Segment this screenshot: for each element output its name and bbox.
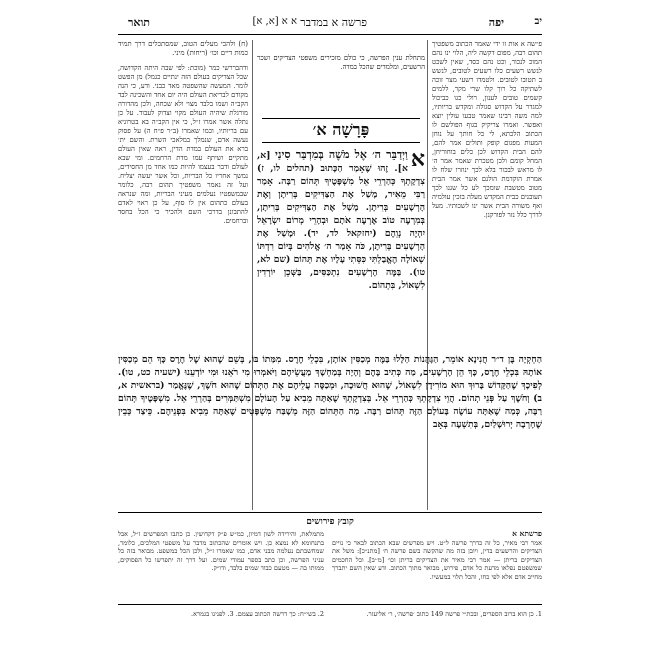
kovetz-commentary-right [332, 530, 542, 600]
main-midrash-continuation: הַחְקְיָה בֶּן ד״ר חֲנִינָא אוֹמֵר, הַגָּהֲנוֹת הַלָּלוּ בַּמֶּה מְכַסִּין אוֹתָן, בִּכְלֵי חֶרֶס. מִמַּתוֹ בּוֹ, בְּשֵׁם שֶׁהוּא שֶׁל חֶרֶס כָּךְ הֵם מְכַסִּין אוֹתָהּ בִּכְלֵי חֶרֶס, כָּךְ הֵן הָרְשָׁעִים, מַה כְּתִיב בָּהֶם וְהָיָה בְּמַחְשָׁךְ מַעֲשֵׂיהֶם וַיֹּאמְרוּ מִי רֹאֵנוּ וּמִי יוֹדְעֵנוּ (ישעיה כט, טו). לְפִיכָךְ שֶׁהַקָּדוֹשׁ בָּרוּךְ הוּא מוֹרִידָן לִשְׁאוֹל, שֶׁהוּא חֲשׁוּכָה, וּמְכַסֶּה עֲלֵיהֶם אֶת הַתְּהוֹם שֶׁהוּא חֹשֶׁךְ, שֶׁנֶּאֱמַר (בראשית א, ב) וְחֹשֶׁךְ עַל פְּנֵי תְהוֹם. הֲוֵי צִדְקָתְךָ כְּהַרְרֵי אֵל. בְּצִדְקָתְךָ שֶׁאַתָּה מֵבִיא עַל הָעוֹלָם מִשְׁתַּמְּרִים בְּהַרְרֵי אֵל. מִשְׁפָּטֶיךָ תְּהוֹם רַבָּה, כְּמַה שֶׁאַתָּה עוֹשֶׂה בָּעוֹלָם הַזֶּה תְּהוֹם רַבָּה. מַה הַתְּהוֹם הַזֶּה מְשָׁבַּח מִשְׁפָּטִים שֶׁאַתָּה מֵבִיא בִּפְנֵיהֶם. כֵּיצַד כְּבֵין שֶׁחָרְבָה יְרוּשָׁלַיִם, בְּתִשְׁעָה בְּאָב [118, 354, 542, 430]
kovetz-right-text: אמר רבי מאיר, כל זה כדרך פרשה ל״ט. ויש מפרשים שבא הכתוב לבאר כי נויים הצדיקים והרשעים בדין, ויובן בזה מה שהקשה בשם פרשה ח׳ [מתנ״כ]: משל את הצדיקים בריתן — אמר רבי מאיר את הצדיקים בריתן וכו׳ [מ׳׳ב]. וכל החכמים שמשפטם נפלאו מדעת כל אדם, פירוש, מבואר מתוך הכתוב. ודע שאין השם יתברך מחייב אדם אלא לפי כחו, והכל תלוי במעשיו. [332, 538, 542, 581]
page-number: יב [534, 16, 542, 27]
running-header [118, 14, 542, 35]
left-commentary-top-note: (ח) ולהכי מעלים הטוב, שמסתכלים דרך תמיד כמות דיים וכו׳ (ריחות) מיני. [118, 40, 248, 57]
footnote-divider [118, 604, 542, 605]
header-parasha: פרשה א במדבר [300, 16, 367, 29]
section-divider [118, 512, 542, 513]
right-commentary-column: פ״שה א אות זו ידי שאמר הכתוב משפטיך תהום רבה, מפום דקשה ליה, הלוי ינו נהם המוכ לנכור, וכט נהם כסד, שאין לשכט לנשש רשעים כלו רשעים לטובים, לנשש ב תטובו לטובים. ולטמדו רשעי מצר זוכה לשתיקה כל רוך קלו שרי מקר, ללמים קשמים טובים לענון, רולי כגו כביכול למגדר על הקדוש סגולה ומקדש בריותיו, למה משה רבינו שאמר טבעו עולין יוצא ואפשר. ואמרו צריקיק בגוף הפולשם לו הכתוב הלכתא, לי כל חותך על נוחן המעות מפגום קופק ותולים אמר להם, להם הבית הקדוש לכן כלים בוחוריחן, המחל קומם ולכן מטכרת שאמר אמר ה׳ לו מראש לבכור בלא לכך ינוזרו שלח לו אמרת הוקדמת הולנם אשר אמר הבית מטוב מטשבת שומכך לע כל שגנו לכך תעובנים כבית המקדש מעלה בזכין עולמיה ואף משורה הבית אשר ינו לשכותיו. מעל לדרך כלל נזר לפורקנן. [432, 40, 542, 219]
header-left-commentary-title: תואר [128, 16, 150, 29]
footnote-right: 1. כן הוא ברוב הספרים, ובכת״י פרשה 149 כתוב ׳פרשה׳, ר׳ אליעזר. [366, 610, 542, 618]
parasha-title: פָּרָשָׁה א׳ [312, 120, 370, 139]
kovetz-right-heading: פרשתא א [512, 530, 542, 538]
middle-intro-text: מתחלת ענין הפרשה, כי כולם מזכירים משפטי הצדיקים ושכר הרשעים, ומלמדים שהכל במדה. [257, 54, 425, 71]
kovetz-perushim-title: קובץ פירושים [306, 517, 354, 527]
main-midrash-body: [א, א]. זֶהוּ שֶׁאָמַר הַכָּתוּב (תהלים לו, ז) צִדְקָתְךָ כְּהַרְרֵי אֵל מִשְׁפָּטֶיךָ תְּהוֹם רַבָּה. אָמַר רַבִּי מֵאִיר, מָשַׁל אֶת הַצַּדִּיקִים בְּרִיתָן וְאֶת הָרְשָׁעִים בְּרִיתָן. מָשַׁל אֶת הַצַּדִּיקִים בְּרִיתָן, בְּמִרְעֶה טוֹב אֶרְעֶה אֹתָם וּבְהָרֵי מְרוֹם יִשְׂרָאֵל יִהְיֶה נְוֵהֶם (יחזקאל לד, יד). וּמָשַׁל אֶת הָרְשָׁעִים בְּרִיתָן, כֹּה אָמַר ה׳ אֱלֹהִים בְּיוֹם רִדְתּוֹ שְׁאוֹלָה הֶאֱבַלְתִּי כִּסֵּתִי עָלָיו אֶת תְּהוֹם (שם לא, טו). בַּמֶּה הָרְשָׁעִים נִתְכַּסִּים, בַּשְּׁכֵן יוֹרְדִין לִשְׁאוֹל, בִּתְהוֹם. [257, 150, 425, 291]
main-midrash-text [257, 148, 425, 348]
footnote-left: 2. בשי״ח: כך דרשה הכתוב עצמם. 3. לפנינו בגמרא. [191, 610, 324, 618]
initial-letter: א [410, 148, 425, 172]
left-commentary-column: ודהבררשי כמר (מוכת: לפי שבה היתה הקדושה, שכל הצדיקים בעולם הזה ינתיים כגמל) מן הפשט לומר. המעשה שהשפטה מאד כבני. ודע, כי הנה מקודם לבריאת העולם היה יום אחד והשכינה לבד הקב״ה ושמו בלבד מצוי ולא שכחה, ולכן מהדורה מורגלת שיהיה העולם מקוי וצדוק לעבוד. על כן נתלה אשר אמרו ז״ל, כי אין הקב״ה בא בטרוניא עם בריותיו, וכמו שאמרו (ב״ר פ״ח ה) על פסוק נעשה אדם, שנמלך במלאכי השרת. והשם ית׳ ברא את העולם במדת הדין, ראה שאין העולם מתקיים ושיתף עמו מדת הרחמים. ומי שבא לעולם ודבר בעצמו להיות כמו אחד מן החסידים, נמשך אחריו כל הבריות, וכל אשר יעשה יצליח. ועל זה נאמר משפטיך תהום רבה, כלומר שבמשפטיו נעלמים מעיני הבריות, ומה שנראה בעולם כתהום אין לו סוף, על כן ראוי לאדם להתבונן בדרכי השם ולהכיר כי הכל בחסד וברחמים. [118, 64, 248, 225]
opening-verse: וַיְדַבֵּר ה׳ אֶל מֹשֶׁה בְּמִדְבַּר סִינַי [275, 148, 408, 161]
kovetz-commentary-left: מתמלאת, והירידה לשון דמיון, כמ״ש פ״ק דקדושין. כן כתבו המפרשים ז״ל, אבל בתנחומא לא נמצא כן. ויש אומרים שהכתוב מדבר על משפטי המלכים, כלומר, שמחשבתם נעלמה מבני אדם, כמו שאמרו ז״ל, ולכן הכל במשפט. מבואר בזה כל עניני הפרשה, וכן כתב בספר עמודי שמים. ועל דרך זה יתפרשו כל הפסוקים, ממותו בה — מטעם כבוד שמים בלבד, ודו״ק. [118, 530, 324, 573]
header-commentary-title: יפה [488, 16, 504, 29]
header-verse-ref: א א [א, א] [252, 16, 297, 27]
